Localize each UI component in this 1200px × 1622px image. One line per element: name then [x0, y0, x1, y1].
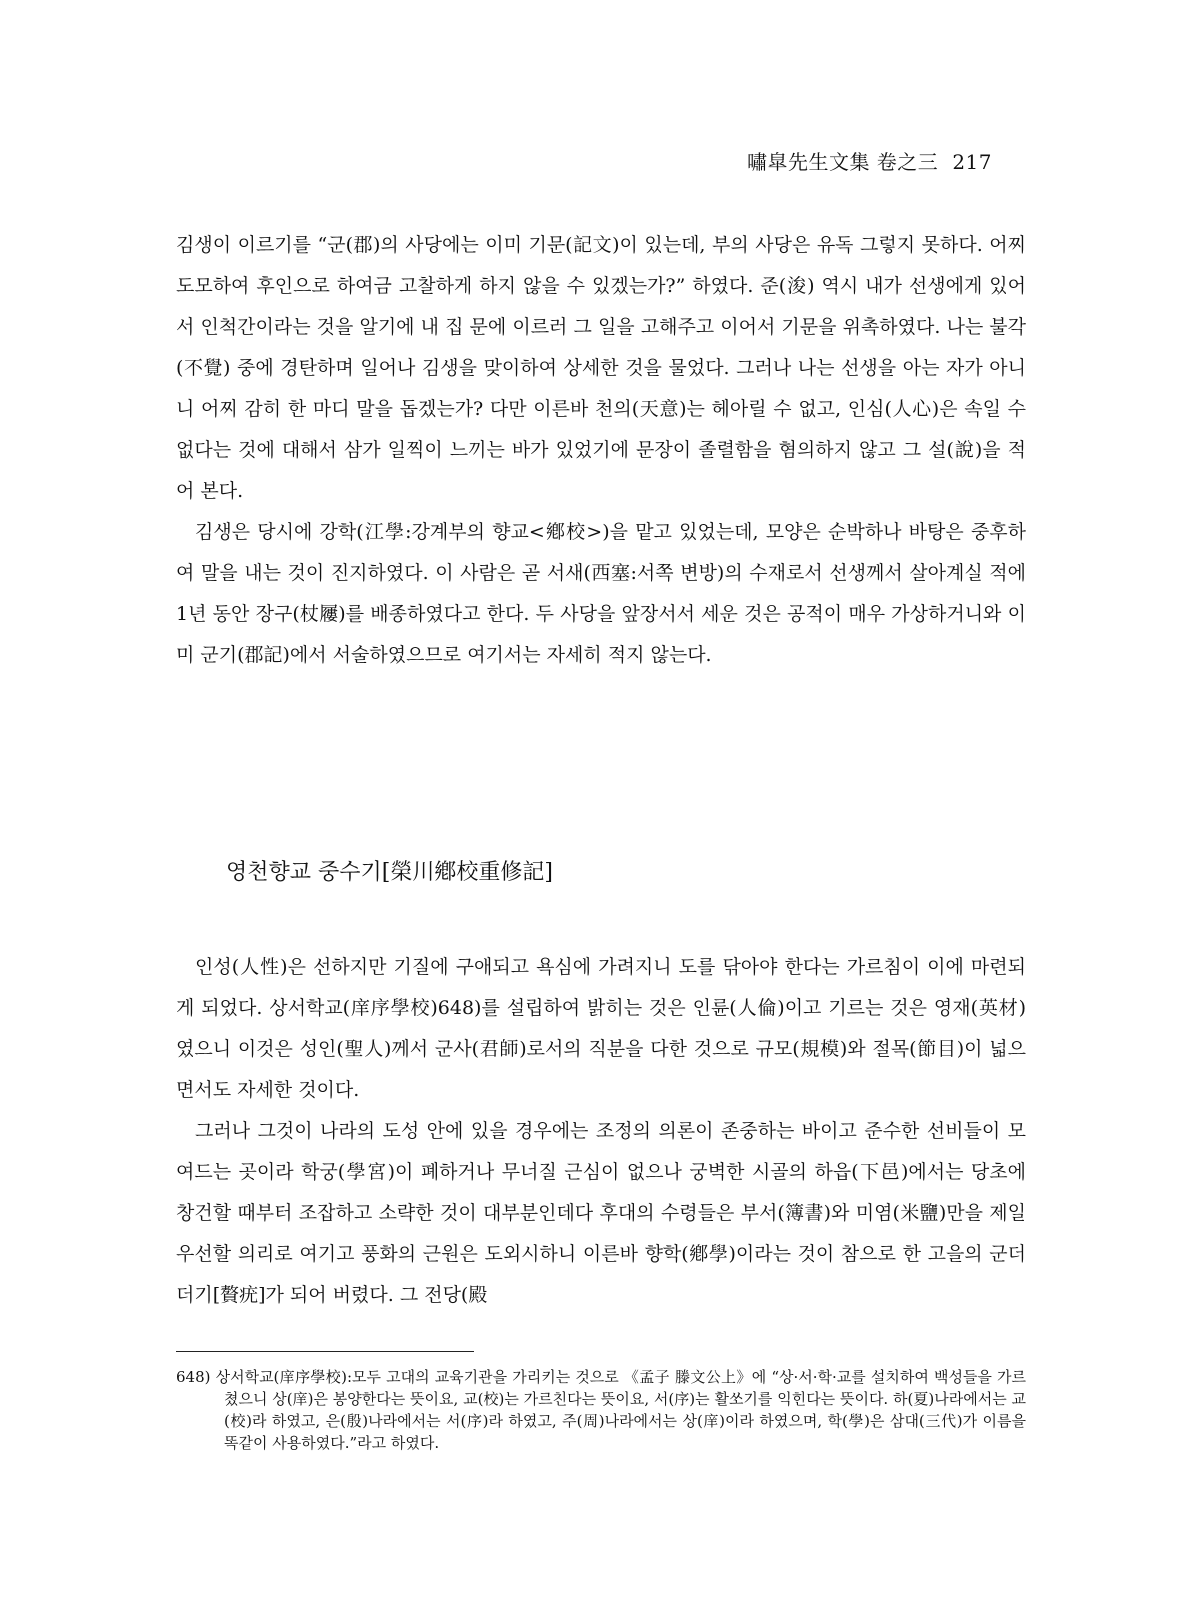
header-title: 嘯皐先生文集 卷之三: [746, 150, 939, 174]
section-title: 영천향교 중수기[榮川鄕校重修記]: [226, 860, 553, 885]
footnote: [176, 1366, 1026, 1454]
paragraph: 그러나 그것이 나라의 도성 안에 있을 경우에는 조정의 의론이 존중하는 바이고 준수한 선비들이 모여드는 곳이라 학궁(學宮)이 폐하거나 무너질 근심이 없으나 궁벽한 시골의 하읍(下邑)에서는 당초에 창건할 때부터 조잡하고 소략한 것이 대부분인데다 후대의 수령들은 부서(簿書)와 미염(米鹽)만을 제일 우선할 의리로 여기고 풍화의 근원은 도외시하니 이른바 향학(鄕學)이라는 것이 참으로 한 고을의 군더더기[贅疣]가 되어 버렸다. 그 전당(殿: [176, 1120, 1026, 1306]
body-text-upper: [176, 225, 1026, 676]
paragraph: 김생은 당시에 강학(江學:강계부의 향교<鄕校>)을 맡고 있었는데, 모양은 순박하나 바탕은 중후하여 말을 내는 것이 진지하였다. 이 사람은 곧 서새(西塞:서쪽 변방)의 수재로서 선생께서 살아계실 적에 1년 동안 장구(杖屨)를 배종하였다고 한다. 두 사당을 앞장서서 세운 것은 공적이 매우 가상하거니와 이미 군기(郡記)에서 서술하였으므로 여기서는 자세히 적지 않는다.: [176, 521, 1026, 666]
paragraph: 인성(人性)은 선하지만 기질에 구애되고 욕심에 가려지니 도를 닦아야 한다는 가르침이 이에 마련되게 되었다. 상서학교(庠序學校)648)를 설립하여 밝히는 것은 인륜(人倫)이고 기르는 것은 영재(英材)였으니 이것은 성인(聖人)께서 군사(君師)로서의 직분을 다한 것으로 규모(規模)와 절목(節目)이 넓으면서도 자세한 것이다.: [176, 956, 1026, 1101]
running-header: [747, 146, 992, 175]
page-number: 217: [952, 150, 992, 174]
body-text-lower: [176, 947, 1026, 1316]
paragraph: 김생이 이르기를 “군(郡)의 사당에는 이미 기문(記文)이 있는데, 부의 사당은 유독 그렇지 못하다. 어찌 도모하여 후인으로 하여금 고찰하게 하지 않을 수 있겠는가?” 하였다. 준(浚) 역시 내가 선생에게 있어서 인척간이라는 것을 알기에 내 집 문에 이르러 그 일을 고해주고 이어서 기문을 위촉하였다. 나는 불각(不覺) 중에 경탄하며 일어나 김생을 맞이하여 상세한 것을 물었다. 그러나 나는 선생을 아는 자가 아니니 어찌 감히 한 마디 말을 돕겠는가? 다만 이른바 천의(天意)는 헤아릴 수 없고, 인심(人心)은 속일 수 없다는 것에 대해서 삼가 일찍이 느끼는 바가 있었기에 문장이 졸렬함을 혐의하지 않고 그 설(說)을 적어 본다.: [176, 234, 1026, 502]
footnote-divider: [176, 1351, 474, 1352]
footnote-text: 648) 상서학교(庠序學校):모두 고대의 교육기관을 가리키는 것으로 《孟子 滕文公上》에 “상·서·학·교를 설치하여 백성들을 가르쳤으니 상(庠)은 봉양한다는 뜻이요, 교(校)는 가르친다는 뜻이요, 서(序)는 활쏘기를 익힌다는 뜻이다. 하(夏)나라에서는 교(校)라 하였고, 은(殷)나라에서는 서(序)라 하였고, 주(周)나라에서는 상(庠)이라 하였으며, 학(學)은 삼대(三代)가 이름을 똑같이 사용하였다.”라고 하였다.: [176, 1368, 1026, 1452]
